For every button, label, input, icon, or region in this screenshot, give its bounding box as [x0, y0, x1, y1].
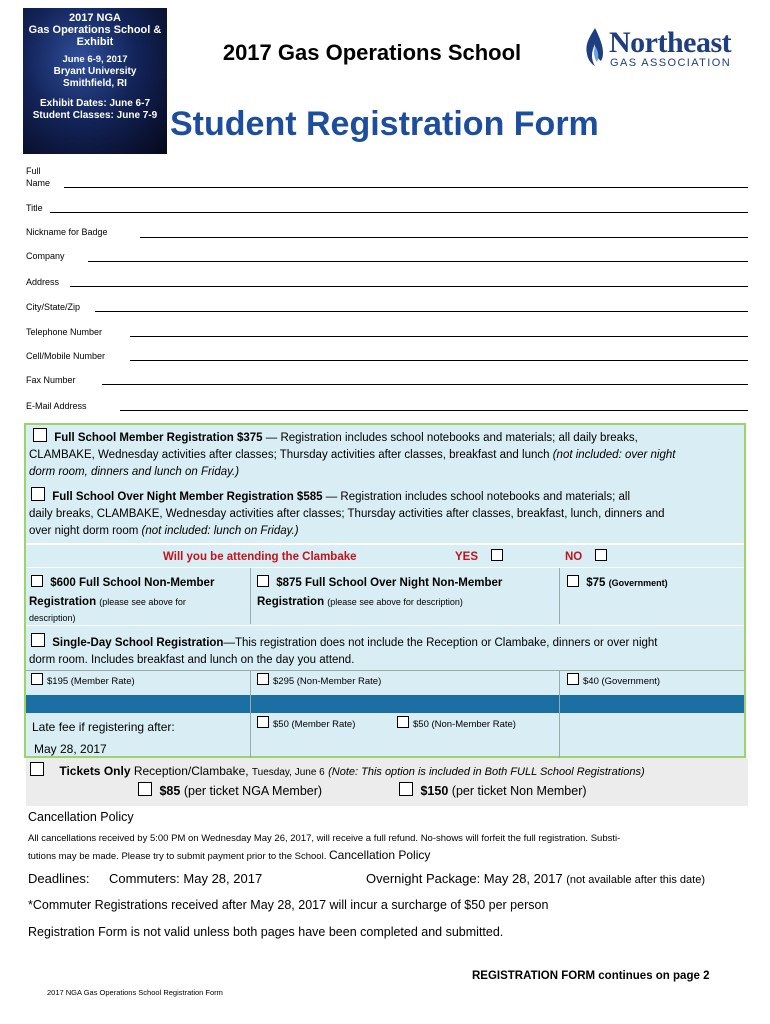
single-day-opt3[interactable]	[567, 673, 660, 691]
tickets-title: Tickets Only	[59, 764, 131, 778]
late-fee-opt2-checkbox[interactable]	[397, 716, 409, 728]
member-registration-row	[33, 428, 745, 447]
nonmember-a-note2: description)	[29, 613, 76, 623]
single-day-title: Single-Day School Registration	[52, 637, 224, 649]
single-day-opt1[interactable]	[31, 673, 135, 691]
nonmember-option-a	[31, 574, 249, 592]
tickets-checkbox[interactable]	[30, 762, 44, 776]
deadlines-overnight: Overnight Package: May 28, 2017	[366, 871, 563, 886]
single-day-desc2: dorm room. Includes breakfast and lunch on the day you attend.	[29, 654, 355, 666]
clambake-question: Will you be attending the Clambake	[163, 551, 357, 563]
city-line[interactable]	[95, 311, 748, 312]
clambake-no-option[interactable]	[565, 548, 611, 566]
field-label-full-name: Full Name	[26, 166, 51, 188]
continues-note: REGISTRATION FORM continues on page 2	[472, 970, 710, 982]
deadlines-overnight-row	[366, 871, 705, 886]
logo-main: Northeast	[609, 26, 732, 59]
field-label-email: E-Mail Address	[26, 401, 87, 411]
surcharge-note: *Commuter Registrations received after May 28, 2017 will incur a surcharge of $50 per person	[28, 898, 549, 912]
tickets-opt1[interactable]	[138, 782, 322, 800]
late-fee-opt1-checkbox[interactable]	[257, 716, 269, 728]
nonmember-option-b	[257, 574, 557, 592]
late-fee-opt2-label: $50 (Non-Member Rate)	[413, 719, 516, 730]
nonmember-b-note: (please see above for description)	[327, 597, 463, 607]
field-label-nickname: Nickname for Badge	[26, 227, 108, 237]
form-title: Student Registration Form	[170, 105, 599, 143]
deadlines-commuters: Commuters: May 28, 2017	[109, 871, 263, 886]
grid-line	[250, 670, 251, 758]
field-label-telephone: Telephone Number	[26, 327, 103, 337]
nonmember-a-sub: Registration	[29, 596, 97, 608]
logo-sub: GAS ASSOCIATION	[610, 57, 732, 69]
member-desc1: Registration includes school notebooks and materials; all daily breaks,	[280, 432, 638, 444]
member-title: Full School Member Registration $375	[54, 432, 263, 444]
badge-venue: Bryant University	[53, 66, 137, 77]
overnight-desc2: daily breaks, CLAMBAKE, Wednesday activities after classes; Thursday activities after classes, breakfast, lunch, dinners and	[29, 508, 665, 520]
overnight-desc1: Registration includes school notebooks and materials; all	[340, 491, 630, 503]
deadlines-label: Deadlines:	[28, 871, 90, 886]
clambake-yes-checkbox[interactable]	[491, 549, 503, 561]
member-desc-line2	[29, 446, 745, 464]
nonmember-a-note: (please see above for	[99, 597, 186, 607]
company-line[interactable]	[88, 261, 748, 262]
policy-line1: All cancellations received by 5:00 PM on Wednesday May 26, 2017, will receive a full refund. No-shows will forfeit the full registration. Substi-	[28, 833, 621, 844]
nonmember-c-note: (Government)	[608, 578, 668, 588]
fax-line[interactable]	[102, 384, 748, 385]
address-line[interactable]	[70, 286, 748, 287]
badge-name: Gas Operations School & Exhibit	[28, 24, 162, 48]
field-label-fax: Fax Number	[26, 375, 76, 385]
single-day-opt2-checkbox[interactable]	[257, 673, 269, 685]
telephone-line[interactable]	[130, 336, 748, 337]
tickets-opt2[interactable]	[399, 782, 587, 800]
clambake-no-checkbox[interactable]	[595, 549, 607, 561]
full-name-line[interactable]	[64, 187, 748, 188]
overnight-desc3: over night dorm room	[29, 525, 139, 537]
validity-note: Registration Form is not valid unless both pages have been completed and submitted.	[28, 925, 504, 939]
late-fee-date: May 28, 2017	[34, 742, 107, 756]
badge-classes: Student Classes: June 7-9	[32, 110, 158, 121]
tickets-opt2-text: (per ticket Non Member)	[451, 784, 587, 798]
tickets-opt1-text: (per ticket NGA Member)	[183, 784, 323, 798]
nga-logo	[585, 26, 745, 72]
nonmember-b-sub-row	[257, 593, 557, 611]
cell-line[interactable]	[130, 360, 748, 361]
title-line[interactable]	[50, 212, 748, 213]
policy-line2-tail: Cancellation Policy	[328, 848, 431, 862]
badge-city: Smithfield, RI	[63, 78, 127, 89]
nonmember-option-c	[567, 574, 668, 592]
nonmember-c-checkbox[interactable]	[567, 575, 579, 587]
school-title: 2017 Gas Operations School	[222, 40, 522, 65]
single-day-opt3-checkbox[interactable]	[567, 673, 579, 685]
field-label-company: Company	[26, 251, 65, 261]
late-fee-opt1-label: $50 (Member Rate)	[273, 719, 356, 730]
badge-dates: June 6-9, 2017	[62, 54, 128, 65]
blue-band	[26, 695, 744, 713]
single-day-desc1: This registration does not include the Reception or Clambake, dinners or over night	[234, 637, 658, 649]
grid-line	[559, 568, 560, 624]
divider	[26, 625, 744, 626]
field-label-cell: Cell/Mobile Number	[26, 351, 106, 361]
tickets-day: Tuesday, June 6	[251, 767, 325, 778]
clambake-yes-option[interactable]	[455, 548, 507, 566]
field-label-title: Title	[26, 203, 43, 213]
grid-line	[26, 670, 744, 671]
single-day-opt2[interactable]	[257, 673, 381, 691]
overnight-desc3-note: (not included: lunch on Friday.)	[141, 525, 299, 537]
single-day-opt3-label: $40 (Government)	[583, 676, 661, 687]
clambake-yes-label: YES	[455, 551, 479, 563]
single-day-checkbox[interactable]	[31, 633, 45, 647]
footer-text: 2017 NGA Gas Operations School Registration Form	[47, 988, 223, 997]
email-line[interactable]	[120, 410, 748, 411]
overnight-checkbox[interactable]	[31, 487, 45, 501]
overnight-title: Full School Over Night Member Registration $585	[52, 491, 323, 503]
late-fee-opt2[interactable]	[397, 716, 516, 734]
nonmember-a-title: $600 Full School Non-Member	[50, 577, 215, 589]
overnight-desc-line3	[29, 522, 299, 540]
badge-exhibit: Exhibit Dates: June 6-7	[39, 98, 151, 109]
badge-title: 2017 NGA	[69, 12, 121, 24]
member-desc2-note: (not included: over night	[552, 449, 676, 461]
member-checkbox[interactable]	[33, 428, 47, 442]
policy-heading: Cancellation Policy	[28, 810, 134, 824]
tickets-opt2-price: $150	[420, 784, 449, 798]
clambake-no-label: NO	[565, 551, 583, 563]
grid-line	[559, 670, 560, 758]
divider	[26, 543, 744, 545]
overnight-registration-row	[31, 487, 745, 506]
single-day-opt2-label: $295 (Non-Member Rate)	[273, 676, 382, 687]
flame-icon	[585, 28, 605, 66]
tickets-row	[30, 762, 746, 782]
grid-line	[250, 568, 251, 624]
member-desc3: dorm room, dinners and lunch on Friday.)	[29, 466, 240, 478]
single-day-row	[31, 633, 745, 652]
nickname-line[interactable]	[140, 237, 748, 238]
nonmember-c-title: $75	[586, 577, 606, 589]
tickets-opt2-checkbox[interactable]	[399, 782, 413, 796]
member-desc2: CLAMBAKE, Wednesday activities after classes; Thursday activities after classes, breakfast and lunch	[29, 449, 550, 461]
late-fee-opt1[interactable]	[257, 716, 355, 734]
nonmember-b-title: $875 Full School Over Night Non-Member	[276, 577, 503, 589]
policy-line2-row	[28, 848, 744, 864]
overnight-dash: —	[325, 491, 338, 503]
nonmember-b-sub: Registration	[257, 596, 325, 608]
tickets-event: Reception/Clambake,	[133, 764, 249, 778]
policy-line2: tutions may be made. Please try to submit payment prior to the School.	[28, 851, 327, 862]
field-label-city: City/State/Zip	[26, 302, 81, 312]
field-label-address: Address	[26, 277, 60, 287]
nonmember-b-checkbox[interactable]	[257, 575, 269, 587]
tickets-note: (Note: This option is included in Both FULL School Registrations)	[328, 766, 645, 778]
member-dash: —	[265, 432, 278, 444]
deadlines-overnight-note: (not available after this date)	[566, 874, 705, 886]
tickets-opt1-checkbox[interactable]	[138, 782, 152, 796]
single-day-opt1-checkbox[interactable]	[31, 673, 43, 685]
tickets-opt1-price: $85	[159, 784, 181, 798]
single-day-opt1-label: $195 (Member Rate)	[47, 676, 135, 687]
event-badge	[23, 8, 167, 154]
nonmember-a-checkbox[interactable]	[31, 575, 43, 587]
late-fee-label: Late fee if registering after:	[32, 720, 175, 734]
divider	[26, 567, 744, 568]
single-day-dash: —	[223, 637, 235, 649]
